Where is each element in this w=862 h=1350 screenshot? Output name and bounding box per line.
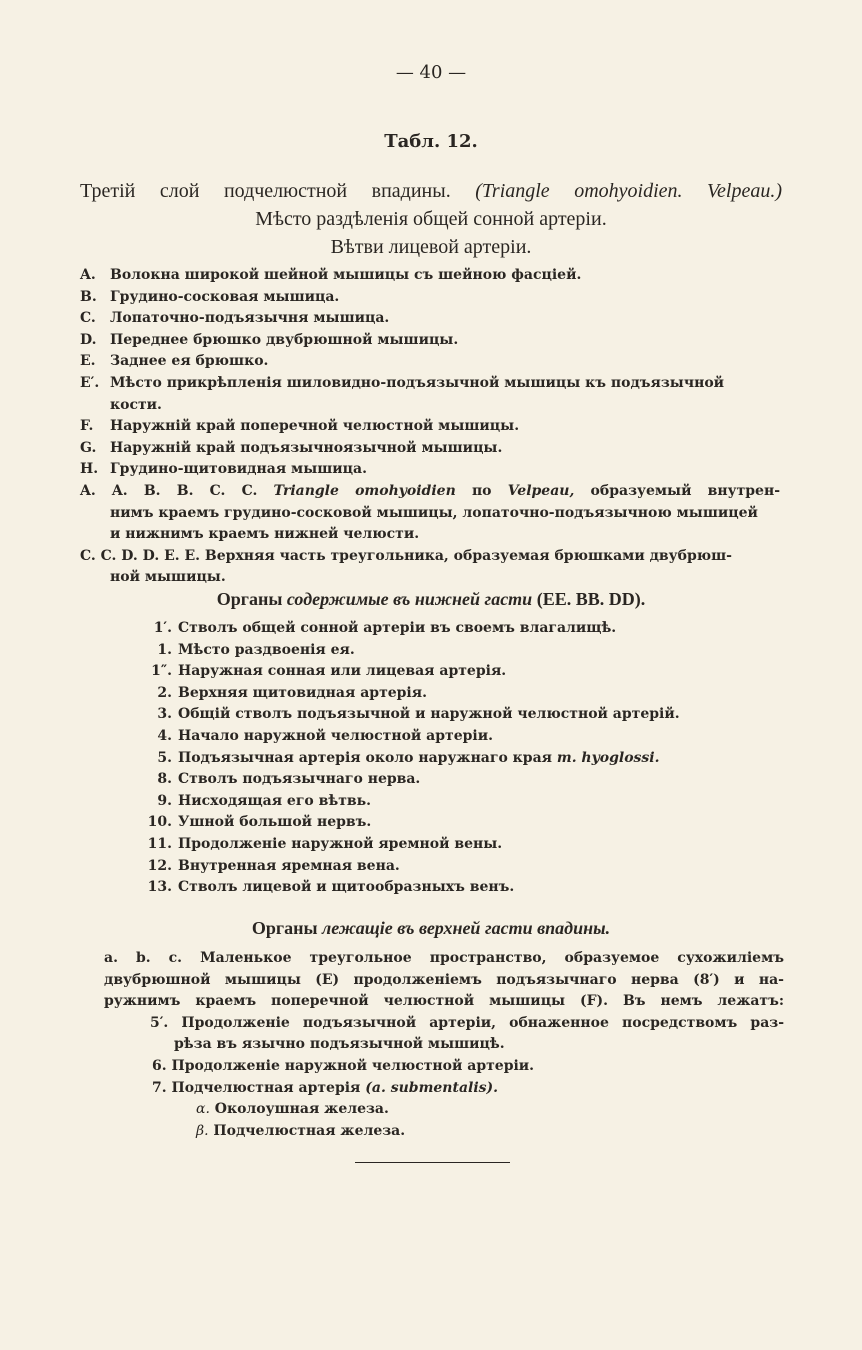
legend-key: E. xyxy=(80,353,96,370)
section-title-italic: лежащіе въ верхней гасти впадины. xyxy=(322,918,611,938)
legend-key: A. A. B. B. C. C. xyxy=(80,482,258,499)
legend-key: D. xyxy=(80,331,97,348)
legend-item xyxy=(80,459,780,481)
list-item xyxy=(130,640,780,662)
legend-text: Лопаточно-подъязычня мышица. xyxy=(110,310,390,327)
legend-text: Наружній край поперечной челюстной мышицы. xyxy=(110,418,520,435)
item-number: 13. xyxy=(147,879,172,896)
legend-text: Заднее ея брюшко. xyxy=(110,353,269,370)
legend-key: B. xyxy=(80,288,97,305)
list-item xyxy=(130,704,780,726)
end-rule xyxy=(355,1162,510,1163)
list-item xyxy=(130,834,780,856)
heading-latin: (Triangle omohyoidien. Velpeau.) xyxy=(475,180,783,202)
legend-key: F. xyxy=(80,418,94,435)
list-item xyxy=(104,1056,784,1078)
legend-item xyxy=(80,287,780,309)
heading-line-2: Мѣсто раздѣленія общей сонной артеріи. xyxy=(255,208,607,230)
item-number: 1″. xyxy=(151,663,172,680)
legend-item xyxy=(80,308,780,330)
legend-long-line: нимъ краемъ грудино-сосковой мышицы, лопаточно-подъязычною мышицей xyxy=(110,504,758,521)
upper-organs-text xyxy=(104,948,784,1142)
legend-long-item-triangle xyxy=(80,481,780,546)
list-item xyxy=(104,1013,784,1035)
item-text: Наружная сонная или лицевая артерія. xyxy=(178,663,507,680)
heading-line-1-text: Третій слой подчелюстной впадины. xyxy=(80,180,451,202)
item-number: 10. xyxy=(147,814,172,831)
legend-list xyxy=(80,265,780,589)
legend-item xyxy=(80,416,780,438)
list-item xyxy=(130,726,780,748)
list-item xyxy=(130,661,780,683)
heading-line-3: Вѣтви лицевой артеріи. xyxy=(330,236,532,258)
legend-key: C. C. D. D. E. E. xyxy=(80,547,201,564)
item-number: α. xyxy=(196,1101,210,1118)
legend-text: Наружній край подъязычноязычной мышицы. xyxy=(110,439,503,456)
item-text: Продолженіе подъязычной артеріи, обнаженное посредствомъ раз- xyxy=(181,1014,785,1031)
paragraph-line: двубрюшной мышицы (E) продолженіемъ подъязычнаго нерва (8′) и на- xyxy=(104,971,784,988)
legend-latin: Velpeau, xyxy=(507,482,575,499)
item-latin: (a. submentalis). xyxy=(365,1079,499,1096)
legend-key: C. xyxy=(80,310,96,327)
item-number: 1. xyxy=(157,641,172,658)
legend-long-item-upper xyxy=(80,546,780,589)
item-text: Подчелюстная железа. xyxy=(213,1122,406,1139)
section-title-italic: содержимые въ нижней гасти xyxy=(286,589,533,609)
item-text: Стволъ подъязычнаго нерва. xyxy=(178,771,421,788)
list-item xyxy=(104,1099,784,1121)
legend-item xyxy=(80,438,780,460)
item-number: 6. xyxy=(152,1057,167,1074)
list-item xyxy=(130,856,780,878)
list-item xyxy=(130,618,780,640)
legend-text: по xyxy=(471,482,492,499)
section-title-prefix: Органы xyxy=(251,918,318,938)
legend-key: H. xyxy=(80,461,99,478)
section-title-prefix: Органы xyxy=(216,589,283,609)
paragraph-line: a. b. c. Маленькое треугольное пространство, образуемое сухожиліемъ xyxy=(104,950,784,966)
lower-organs-list xyxy=(130,618,780,899)
legend-item xyxy=(80,351,780,373)
legend-text: Волокна широкой шейной мышицы съ шейною фасціей. xyxy=(110,267,582,283)
list-item xyxy=(130,769,780,791)
legend-key: G. xyxy=(80,439,97,456)
item-text: Ушной большой нервъ. xyxy=(178,814,372,831)
list-item xyxy=(130,877,780,899)
item-text-continued: рѣза въ язычно подъязычной мышицѣ. xyxy=(174,1036,505,1053)
item-number: 12. xyxy=(147,857,172,874)
list-item xyxy=(130,812,780,834)
item-number: 5. xyxy=(157,749,172,766)
item-text: Подъязычная артерія около наружнаго края xyxy=(178,749,552,766)
item-text: Мѣсто раздвоенія ея. xyxy=(178,641,355,658)
plate-heading xyxy=(80,177,782,261)
list-item xyxy=(130,791,780,813)
list-item xyxy=(130,683,780,705)
section-title-lower xyxy=(0,589,862,610)
item-text: Стволъ общей сонной артеріи въ своемъ влагалищѣ. xyxy=(178,620,617,636)
legend-text: Переднее брюшко двубрюшной мышицы. xyxy=(110,331,459,348)
item-text: Общій стволъ подъязычной и наружной челюстной артерій. xyxy=(178,706,680,723)
legend-item xyxy=(80,373,780,416)
item-text: Подчелюстная артерія xyxy=(171,1079,361,1096)
item-number: 7. xyxy=(152,1079,167,1096)
section-title-suffix: (EE. BB. DD). xyxy=(536,589,646,609)
item-latin: m. hyoglossi. xyxy=(556,749,660,766)
item-number: 11. xyxy=(147,835,172,852)
legend-item xyxy=(80,265,780,287)
item-number: 4. xyxy=(157,727,172,744)
item-number: 9. xyxy=(157,792,172,809)
legend-text: Грудино-щитовидная мышица. xyxy=(110,461,367,478)
item-text: Околоушная железа. xyxy=(214,1101,389,1118)
legend-text: образуемый внутрен- xyxy=(590,482,780,499)
legend-text: Мѣсто прикрѣпленія шиловидно-подъязычной мышицы къ подъязычной кости. xyxy=(110,374,725,413)
item-text: Нисходящая его вѣтвь. xyxy=(178,792,371,809)
item-text: Стволъ лицевой и щитообразныхъ венъ. xyxy=(178,879,515,896)
page-number: — 40 — xyxy=(395,62,467,83)
item-number: 5′. xyxy=(150,1014,169,1031)
item-number: 2. xyxy=(157,684,172,701)
item-number: β. xyxy=(196,1122,209,1139)
legend-long-line: ной мышицы. xyxy=(110,569,226,586)
item-number: 1′. xyxy=(153,620,172,636)
list-item xyxy=(104,1121,784,1143)
item-number: 8. xyxy=(157,771,172,788)
section-title-upper xyxy=(0,918,862,939)
heading-line-1 xyxy=(80,177,782,205)
item-text: Продолженіе наружной челюстной артеріи. xyxy=(171,1057,535,1074)
item-number: 3. xyxy=(157,706,172,723)
table-title: Табл. 12. xyxy=(384,131,478,152)
legend-long-line xyxy=(80,481,780,503)
legend-text: Верхняя часть треугольника, образуемая брюшками двубрюш- xyxy=(204,547,732,564)
legend-item xyxy=(80,330,780,352)
legend-text: Грудино-сосковая мышица. xyxy=(110,288,340,305)
paragraph-line: ружнимъ краемъ поперечной челюстной мышицы (F). Въ немъ лежатъ: xyxy=(104,993,784,1010)
legend-key: A. xyxy=(80,267,96,283)
legend-latin: Triangle omohyoidien xyxy=(273,482,456,499)
list-item xyxy=(130,748,780,770)
item-text: Начало наружной челюстной артеріи. xyxy=(178,727,493,744)
legend-key: E′. xyxy=(80,374,100,391)
item-text: Продолженіе наружной яремной вены. xyxy=(178,835,503,852)
item-text: Верхняя щитовидная артерія. xyxy=(178,684,427,701)
legend-long-line: и нижнимъ краемъ нижней челюсти. xyxy=(110,526,420,543)
item-text: Внутренная яремная вена. xyxy=(178,857,400,874)
list-item xyxy=(104,1078,784,1100)
